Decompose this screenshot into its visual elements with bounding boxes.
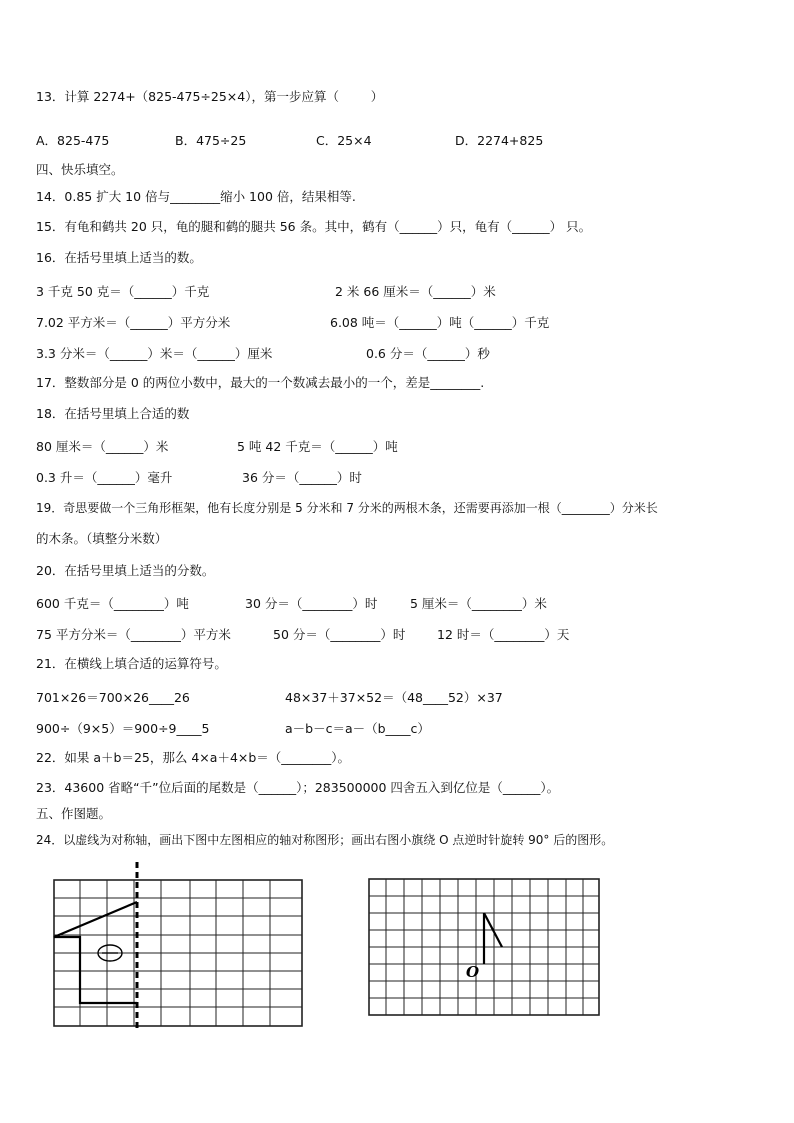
- q16-row1-a: 3 千克 50 克＝（______）千克: [36, 284, 210, 299]
- q21-title: 21．在横线上填合适的运算符号。: [36, 656, 227, 671]
- flag-shape: [484, 913, 502, 964]
- q16-title: 16．在括号里填上适当的数。: [36, 250, 202, 265]
- q20-row1-c: 5 厘米＝（________）米: [410, 596, 547, 611]
- q13-option-a: A．825-475: [36, 133, 110, 148]
- q17-text: 17．整数部分是 0 的两位小数中，最大的一个数减去最小的一个，差是________.: [36, 375, 485, 390]
- q21-row2-b: a－b－c＝a－（b____c）: [285, 721, 430, 736]
- q18-row1-a: 80 厘米＝（______）米: [36, 439, 169, 454]
- q16-row2-a: 7.02 平方米＝（______）平方分米: [36, 315, 231, 330]
- q13-option-d: D．2274+825: [455, 133, 544, 148]
- right-grid-figure: [366, 876, 604, 1020]
- q18-title: 18．在括号里填上合适的数: [36, 406, 190, 421]
- q20-row2-a: 75 平方分米＝（________）平方米: [36, 627, 231, 642]
- q20-row1-b: 30 分＝（________）时: [245, 596, 378, 611]
- q19-line1: 19．奇思要做一个三角形框架，他有长度分别是 5 分米和 7 分米的两根木条，还需要再添加一根（________）分米长: [36, 501, 658, 515]
- section-5-heading: 五、作图题。: [36, 806, 112, 821]
- left-grid-figure: [52, 862, 308, 1032]
- q21-row2-a: 900÷（9×5）＝900÷9____5: [36, 721, 210, 736]
- q20-title: 20．在括号里填上适当的分数。: [36, 563, 215, 578]
- q18-row2-b: 36 分＝（______）时: [242, 470, 362, 485]
- q22-text: 22．如果 a＋b＝25，那么 4×a＋4×b＝（________）。: [36, 750, 351, 765]
- q16-row3-b: 0.6 分＝（______）秒: [366, 346, 490, 361]
- q20-row2-b: 50 分＝（________）时: [273, 627, 406, 642]
- q21-row1-a: 701×26＝700×26____26: [36, 690, 190, 705]
- q23-text: 23．43600 省略“千”位后面的尾数是（______）；283500000 四舍五入到亿位是（______）。: [36, 780, 560, 795]
- point-o-label: O: [466, 963, 480, 981]
- q20-row2-c: 12 时＝（________）天: [437, 627, 570, 642]
- q20-row1-a: 600 千克＝（________）吨: [36, 596, 189, 611]
- q13-option-b: B．475÷25: [175, 133, 247, 148]
- q18-row2-a: 0.3 升＝（______）毫升: [36, 470, 173, 485]
- q21-row1-b: 48×37＋37×52＝（48____52）×37: [285, 690, 503, 705]
- q13-text: 13．计算 2274+（825-475÷25×4），第一步应算（ ）: [36, 89, 384, 104]
- q24-text: 24．以虚线为对称轴，画出下图中左图相应的轴对称图形；画出右图小旗绕 O 点逆时针旋转 90° 后的图形。: [36, 833, 614, 847]
- q16-row2-b: 6.08 吨＝（______）吨（______）千克: [330, 315, 550, 330]
- q16-row3-a: 3.3 分米＝（______）米＝（______）厘米: [36, 346, 273, 361]
- q18-row1-b: 5 吨 42 千克＝（______）吨: [237, 439, 398, 454]
- q19-line2: 的木条。（填整分米数）: [36, 531, 168, 546]
- q14-text: 14．0.85 扩大 10 倍与________缩小 100 倍，结果相等.: [36, 189, 356, 204]
- right-grid-svg: [366, 876, 604, 1020]
- q13-option-c: C．25×4: [316, 133, 372, 148]
- left-grid-svg: [52, 862, 308, 1032]
- q15-text: 15．有龟和鹤共 20 只，龟的腿和鹤的腿共 56 条。其中，鹤有（______）只，龟有（______） 只。: [36, 219, 592, 234]
- q16-row1-b: 2 米 66 厘米＝（______）米: [335, 284, 496, 299]
- section-4-heading: 四、快乐填空。: [36, 162, 124, 177]
